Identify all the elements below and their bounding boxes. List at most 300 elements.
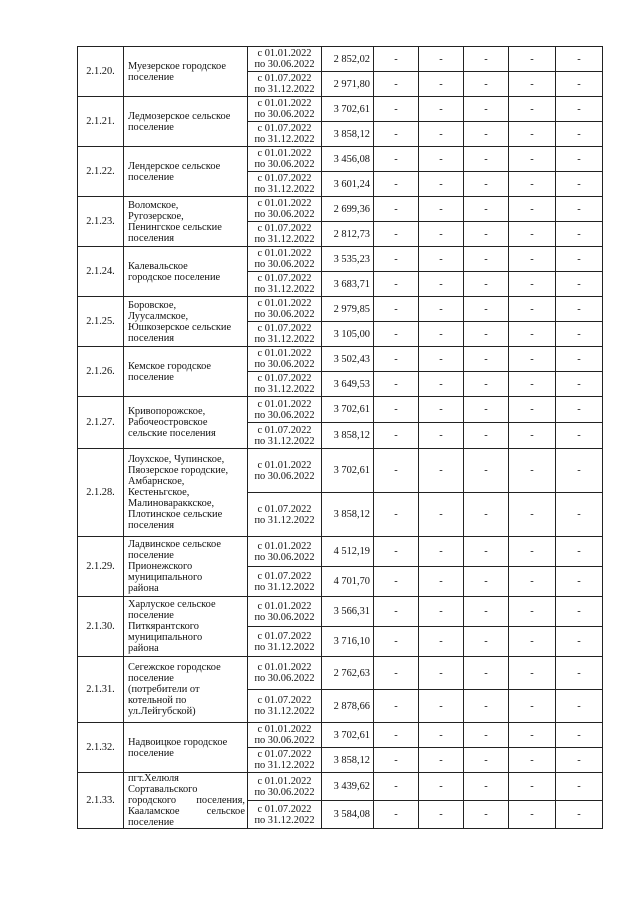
period-from: с 01.07.2022 [257, 503, 312, 515]
empty-value-dash: - [464, 372, 509, 397]
settlement-name-line: Воломское, [128, 199, 179, 211]
settlement-name-line: Амбарнское, [128, 476, 185, 487]
empty-value-dash: - [374, 627, 419, 657]
table-row [78, 723, 603, 748]
settlement-name-line: городского поселения, [128, 795, 245, 806]
table-row [78, 597, 603, 627]
empty-value-dash: - [509, 222, 556, 247]
period-from: с 01.01.2022 [257, 198, 312, 209]
period-to: по 30.06.2022 [254, 786, 315, 798]
empty-value-dash: - [509, 122, 556, 147]
empty-value-dash: - [374, 122, 419, 147]
period-to: по 31.12.2022 [254, 284, 315, 295]
period-from: с 01.07.2022 [257, 373, 312, 384]
period-to: по 30.06.2022 [254, 551, 315, 563]
settlement-name [124, 657, 248, 723]
row-number: 2.1.23. [78, 197, 124, 247]
period-cell [248, 147, 322, 172]
period-to: по 31.12.2022 [254, 514, 315, 526]
empty-value-dash: - [509, 322, 556, 347]
empty-value-dash: - [556, 397, 603, 423]
tariff-value: 3 456,08 [322, 147, 374, 172]
settlement-name-line: муниципального [128, 572, 203, 583]
empty-value-dash: - [374, 272, 419, 297]
empty-value-dash: - [374, 801, 419, 829]
period-from: с 01.01.2022 [257, 398, 312, 410]
settlement-name-line: поселение [128, 121, 174, 133]
settlement-name-line: Кааламское сельское [128, 806, 245, 817]
empty-value-dash: - [374, 657, 419, 690]
row-number: 2.1.27. [78, 397, 124, 449]
table-row [78, 297, 603, 322]
tariff-value: 4 701,70 [322, 567, 374, 597]
empty-value-dash: - [509, 372, 556, 397]
empty-value-dash: - [419, 748, 464, 773]
empty-value-dash: - [374, 690, 419, 723]
settlement-name-line: городское поселение [128, 271, 221, 283]
empty-value-dash: - [509, 197, 556, 222]
period-from: с 01.01.2022 [257, 459, 312, 471]
settlement-name-line: (потребители от [128, 684, 200, 695]
empty-value-dash: - [556, 122, 603, 147]
empty-value-dash: - [419, 597, 464, 627]
empty-value-dash: - [509, 801, 556, 829]
empty-value-dash: - [509, 537, 556, 567]
period-to: по 31.12.2022 [254, 334, 315, 345]
empty-value-dash: - [556, 197, 603, 222]
period-from: с 01.07.2022 [257, 630, 312, 642]
empty-value-dash: - [419, 147, 464, 172]
empty-value-dash: - [509, 690, 556, 723]
empty-value-dash: - [464, 197, 509, 222]
tariff-value: 3 858,12 [322, 122, 374, 147]
row-number: 2.1.24. [78, 247, 124, 297]
period-from: с 01.01.2022 [257, 248, 312, 259]
empty-value-dash: - [374, 72, 419, 97]
empty-value-dash: - [374, 47, 419, 72]
period-cell [248, 449, 322, 493]
settlement-name-line: сельские поселения [128, 428, 216, 439]
empty-value-dash: - [419, 297, 464, 322]
tariff-value: 3 702,61 [322, 449, 374, 493]
period-from: с 01.01.2022 [257, 600, 312, 612]
empty-value-dash: - [374, 723, 419, 748]
empty-value-dash: - [374, 222, 419, 247]
empty-value-dash: - [464, 272, 509, 297]
empty-value-dash: - [419, 627, 464, 657]
settlement-name [124, 47, 248, 97]
period-cell [248, 801, 322, 829]
period-cell [248, 247, 322, 272]
empty-value-dash: - [419, 567, 464, 597]
period-from: с 01.07.2022 [257, 173, 312, 184]
tariff-value: 3 702,61 [322, 97, 374, 122]
settlement-name-line: поселения [128, 232, 175, 244]
empty-value-dash: - [374, 423, 419, 449]
empty-value-dash: - [556, 247, 603, 272]
period-cell [248, 657, 322, 690]
settlement-name-line: Лоухское, Чупинское, [128, 454, 225, 465]
empty-value-dash: - [419, 347, 464, 372]
empty-value-dash: - [419, 423, 464, 449]
table-row [78, 449, 603, 493]
empty-value-dash: - [556, 597, 603, 627]
period-to: по 30.06.2022 [254, 59, 315, 70]
period-cell [248, 122, 322, 147]
period-to: по 31.12.2022 [254, 184, 315, 195]
period-from: с 01.01.2022 [257, 662, 312, 673]
period-cell [248, 423, 322, 449]
period-from: с 01.07.2022 [257, 424, 312, 436]
empty-value-dash: - [509, 657, 556, 690]
empty-value-dash: - [464, 347, 509, 372]
period-cell [248, 197, 322, 222]
empty-value-dash: - [419, 773, 464, 801]
tariff-value: 3 601,24 [322, 172, 374, 197]
period-from: с 01.07.2022 [257, 803, 312, 815]
period-cell [248, 627, 322, 657]
empty-value-dash: - [464, 47, 509, 72]
settlement-name [124, 247, 248, 297]
period-cell [248, 397, 322, 423]
empty-value-dash: - [419, 172, 464, 197]
empty-value-dash: - [374, 597, 419, 627]
empty-value-dash: - [509, 423, 556, 449]
empty-value-dash: - [374, 537, 419, 567]
empty-value-dash: - [556, 493, 603, 537]
settlement-name [124, 297, 248, 347]
empty-value-dash: - [509, 627, 556, 657]
empty-value-dash: - [464, 449, 509, 493]
tariff-value: 3 105,00 [322, 322, 374, 347]
period-from: с 01.07.2022 [257, 273, 312, 284]
period-from: с 01.01.2022 [257, 540, 312, 552]
settlement-name [124, 397, 248, 449]
empty-value-dash: - [509, 347, 556, 372]
empty-value-dash: - [464, 247, 509, 272]
empty-value-dash: - [464, 723, 509, 748]
empty-value-dash: - [464, 627, 509, 657]
settlement-name-line: Калевальское [128, 260, 188, 272]
settlement-name-line: Пенингское сельские [128, 221, 222, 233]
period-cell [248, 72, 322, 97]
settlement-name [124, 197, 248, 247]
period-from: с 01.07.2022 [257, 223, 312, 234]
tariff-value: 2 812,73 [322, 222, 374, 247]
table-row [78, 197, 603, 222]
empty-value-dash: - [509, 47, 556, 72]
empty-value-dash: - [419, 801, 464, 829]
period-cell [248, 597, 322, 627]
period-from: с 01.01.2022 [257, 148, 312, 159]
empty-value-dash: - [464, 397, 509, 423]
empty-value-dash: - [464, 493, 509, 537]
empty-value-dash: - [419, 537, 464, 567]
empty-value-dash: - [556, 347, 603, 372]
row-number: 2.1.21. [78, 97, 124, 147]
table-row [78, 773, 603, 801]
row-number: 2.1.33. [78, 773, 124, 829]
period-to: по 31.12.2022 [254, 435, 315, 447]
empty-value-dash: - [464, 657, 509, 690]
tariff-value: 2 979,85 [322, 297, 374, 322]
settlement-name-line: Малиновараккское, [128, 498, 215, 509]
empty-value-dash: - [374, 567, 419, 597]
tariff-value: 3 584,08 [322, 801, 374, 829]
period-to: по 30.06.2022 [254, 409, 315, 421]
empty-value-dash: - [556, 773, 603, 801]
empty-value-dash: - [464, 748, 509, 773]
table-row [78, 147, 603, 172]
tariff-value: 2 852,02 [322, 47, 374, 72]
settlement-name-line: Надвоицкое городское [128, 736, 228, 748]
tariff-value: 3 702,61 [322, 397, 374, 423]
empty-value-dash: - [464, 567, 509, 597]
settlement-name-line: Кемское городское [128, 360, 212, 372]
settlement-name-line: Кривопорожское, [128, 406, 206, 417]
empty-value-dash: - [419, 197, 464, 222]
empty-value-dash: - [509, 72, 556, 97]
settlement-name-line: Боровское, [128, 299, 177, 311]
empty-value-dash: - [464, 97, 509, 122]
empty-value-dash: - [464, 172, 509, 197]
settlement-name [124, 347, 248, 397]
settlement-name-line: Харлуское сельское [128, 599, 216, 610]
tariff-table [77, 46, 603, 829]
empty-value-dash: - [419, 322, 464, 347]
settlement-name-line: Ладвинское сельское [128, 539, 221, 550]
row-number: 2.1.28. [78, 449, 124, 537]
settlement-name-line: района [128, 583, 159, 594]
period-cell [248, 97, 322, 122]
empty-value-dash: - [464, 297, 509, 322]
empty-value-dash: - [374, 773, 419, 801]
row-number: 2.1.31. [78, 657, 124, 723]
settlement-name-line: Лендерское сельское [128, 160, 221, 172]
empty-value-dash: - [374, 493, 419, 537]
settlement-name [124, 97, 248, 147]
period-cell [248, 690, 322, 723]
empty-value-dash: - [556, 222, 603, 247]
empty-value-dash: - [419, 47, 464, 72]
table-row [78, 47, 603, 72]
settlement-name-line: поселение [128, 71, 174, 83]
period-cell [248, 493, 322, 537]
settlement-name-line: поселение [128, 817, 174, 828]
empty-value-dash: - [374, 147, 419, 172]
tariff-value: 2 878,66 [322, 690, 374, 723]
row-number: 2.1.30. [78, 597, 124, 657]
period-cell [248, 773, 322, 801]
period-to: по 30.06.2022 [254, 735, 315, 746]
period-to: по 30.06.2022 [254, 259, 315, 270]
settlement-name [124, 147, 248, 197]
tariff-value: 3 858,12 [322, 748, 374, 773]
tariff-value: 2 699,36 [322, 197, 374, 222]
empty-value-dash: - [419, 657, 464, 690]
settlement-name-line: Сегежское городское [128, 662, 221, 673]
period-cell [248, 272, 322, 297]
settlement-name-line: поселение [128, 673, 174, 684]
tariff-value: 3 439,62 [322, 773, 374, 801]
settlement-name [124, 537, 248, 597]
settlement-name-line: Сортавальского [128, 784, 198, 795]
table-row [78, 397, 603, 423]
empty-value-dash: - [374, 347, 419, 372]
period-from: с 01.07.2022 [257, 695, 312, 706]
empty-value-dash: - [556, 801, 603, 829]
empty-value-dash: - [419, 493, 464, 537]
empty-value-dash: - [464, 72, 509, 97]
settlement-name-line: пгт.Хелюля [128, 773, 179, 784]
settlement-name-line: Ругозерское, [128, 210, 184, 222]
empty-value-dash: - [509, 397, 556, 423]
empty-value-dash: - [374, 372, 419, 397]
period-to: по 30.06.2022 [254, 159, 315, 170]
tariff-value: 3 535,23 [322, 247, 374, 272]
settlement-name-line: Муезерское городское [128, 60, 226, 72]
empty-value-dash: - [419, 449, 464, 493]
settlement-name-line: поселение [128, 610, 174, 621]
settlement-name [124, 449, 248, 537]
empty-value-dash: - [464, 423, 509, 449]
empty-value-dash: - [419, 723, 464, 748]
settlement-name-line: Кестеньгское, [128, 487, 190, 498]
empty-value-dash: - [464, 690, 509, 723]
empty-value-dash: - [464, 147, 509, 172]
period-from: с 01.01.2022 [257, 48, 312, 59]
empty-value-dash: - [509, 247, 556, 272]
empty-value-dash: - [509, 272, 556, 297]
empty-value-dash: - [509, 597, 556, 627]
empty-value-dash: - [464, 537, 509, 567]
period-from: с 01.07.2022 [257, 570, 312, 582]
settlement-name-line: Пяозерское городские, [128, 465, 229, 476]
tariff-value: 3 716,10 [322, 627, 374, 657]
settlement-name [124, 773, 248, 829]
empty-value-dash: - [374, 247, 419, 272]
empty-value-dash: - [556, 47, 603, 72]
empty-value-dash: - [556, 272, 603, 297]
empty-value-dash: - [556, 322, 603, 347]
empty-value-dash: - [464, 597, 509, 627]
period-from: с 01.01.2022 [257, 98, 312, 109]
empty-value-dash: - [509, 172, 556, 197]
period-to: по 31.12.2022 [254, 134, 315, 145]
row-number: 2.1.32. [78, 723, 124, 773]
empty-value-dash: - [556, 690, 603, 723]
empty-value-dash: - [419, 97, 464, 122]
empty-value-dash: - [509, 748, 556, 773]
empty-value-dash: - [464, 222, 509, 247]
empty-value-dash: - [374, 322, 419, 347]
empty-value-dash: - [556, 723, 603, 748]
empty-value-dash: - [509, 773, 556, 801]
empty-value-dash: - [464, 801, 509, 829]
empty-value-dash: - [464, 122, 509, 147]
period-cell [248, 347, 322, 372]
empty-value-dash: - [419, 222, 464, 247]
period-from: с 01.01.2022 [257, 775, 312, 787]
empty-value-dash: - [556, 748, 603, 773]
tariff-value: 3 858,12 [322, 423, 374, 449]
empty-value-dash: - [556, 627, 603, 657]
empty-value-dash: - [419, 122, 464, 147]
tariff-value: 3 702,61 [322, 723, 374, 748]
empty-value-dash: - [374, 748, 419, 773]
settlement-name [124, 597, 248, 657]
row-number: 2.1.22. [78, 147, 124, 197]
tariff-value: 4 512,19 [322, 537, 374, 567]
settlement-name [124, 723, 248, 773]
settlement-name-line: поселение [128, 171, 174, 183]
row-number: 2.1.20. [78, 47, 124, 97]
empty-value-dash: - [419, 372, 464, 397]
table-row [78, 537, 603, 567]
empty-value-dash: - [374, 197, 419, 222]
period-cell [248, 172, 322, 197]
period-to: по 31.12.2022 [254, 84, 315, 95]
empty-value-dash: - [509, 493, 556, 537]
empty-value-dash: - [374, 397, 419, 423]
settlement-name-line: Юшкозерское сельские [128, 321, 232, 333]
period-to: по 31.12.2022 [254, 384, 315, 395]
period-to: по 31.12.2022 [254, 641, 315, 653]
period-cell [248, 47, 322, 72]
empty-value-dash: - [509, 449, 556, 493]
empty-value-dash: - [556, 97, 603, 122]
period-to: по 30.06.2022 [254, 309, 315, 320]
empty-value-dash: - [556, 567, 603, 597]
settlement-name-line: Питкярантского [128, 621, 199, 632]
empty-value-dash: - [556, 657, 603, 690]
row-number: 2.1.29. [78, 537, 124, 597]
period-cell [248, 372, 322, 397]
table-row [78, 247, 603, 272]
empty-value-dash: - [419, 247, 464, 272]
empty-value-dash: - [556, 423, 603, 449]
period-to: по 31.12.2022 [254, 814, 315, 826]
settlement-name-line: Плотинское сельские [128, 509, 223, 520]
tariff-value: 3 649,53 [322, 372, 374, 397]
empty-value-dash: - [419, 690, 464, 723]
period-to: по 30.06.2022 [254, 109, 315, 120]
period-cell [248, 723, 322, 748]
period-to: по 30.06.2022 [254, 470, 315, 482]
period-from: с 01.01.2022 [257, 724, 312, 735]
period-cell [248, 567, 322, 597]
period-to: по 31.12.2022 [254, 234, 315, 245]
empty-value-dash: - [509, 297, 556, 322]
period-to: по 30.06.2022 [254, 209, 315, 220]
settlement-name-line: муниципального [128, 632, 203, 643]
empty-value-dash: - [509, 147, 556, 172]
empty-value-dash: - [556, 297, 603, 322]
period-to: по 30.06.2022 [254, 359, 315, 370]
period-cell [248, 537, 322, 567]
empty-value-dash: - [556, 172, 603, 197]
settlement-name-line: Ледмозерское сельское [128, 110, 231, 122]
period-to: по 31.12.2022 [254, 581, 315, 593]
period-cell [248, 322, 322, 347]
period-cell [248, 297, 322, 322]
period-from: с 01.07.2022 [257, 123, 312, 134]
period-from: с 01.07.2022 [257, 749, 312, 760]
settlement-name-line: поселения [128, 332, 175, 344]
period-to: по 30.06.2022 [254, 673, 315, 684]
empty-value-dash: - [374, 172, 419, 197]
tariff-value: 2 762,63 [322, 657, 374, 690]
